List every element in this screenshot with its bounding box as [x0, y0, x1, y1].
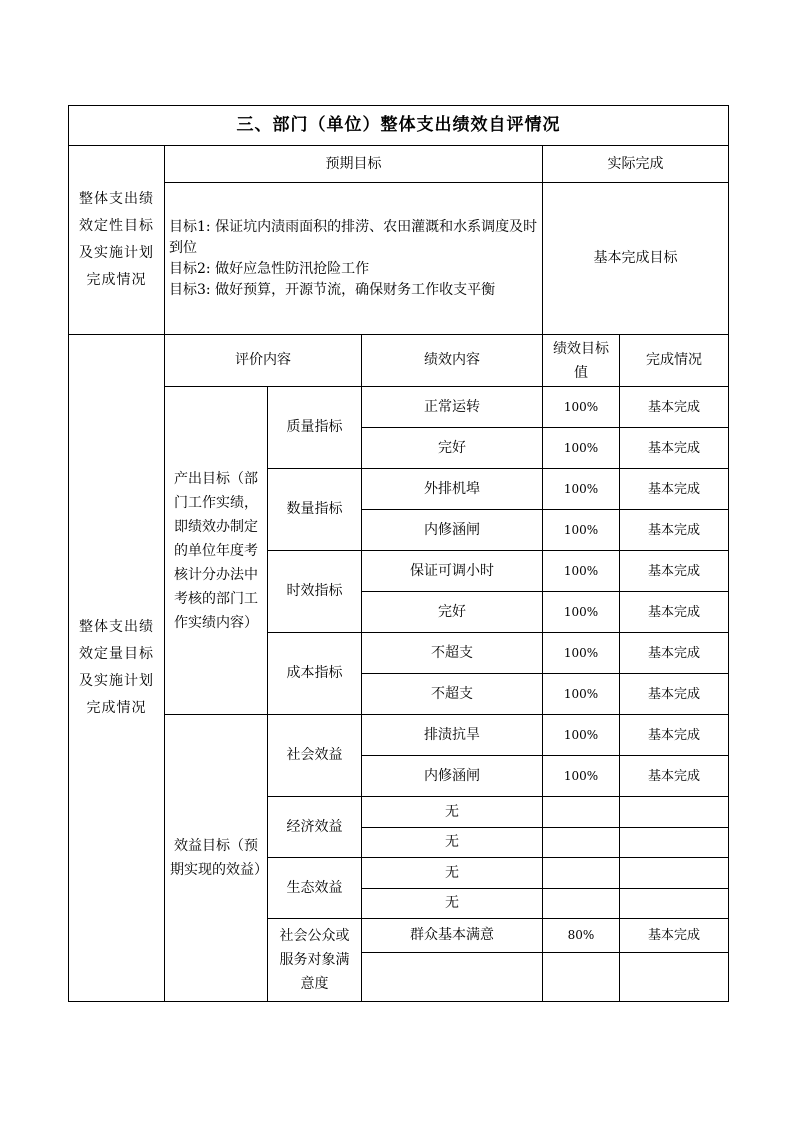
- table-row-status: [620, 953, 729, 1002]
- table-row-status: 基本完成: [620, 756, 729, 797]
- table-row-content: 正常运转: [362, 387, 543, 428]
- goal-2: 目标2: 做好应急性防汛抢险工作: [169, 260, 370, 277]
- performance-content-header: 绩效内容: [362, 335, 543, 387]
- qualitative-label-text: 整体支出绩效定性目标及实施计划完成情况: [79, 191, 154, 288]
- indicator-ecological-benefit: 生态效益: [268, 858, 362, 919]
- table-row-content: 完好: [362, 428, 543, 469]
- table-row-status: 基本完成: [620, 387, 729, 428]
- table-row-status: [620, 858, 729, 889]
- table-row-target: 100%: [543, 510, 620, 551]
- table-row-content: 群众基本满意: [362, 919, 543, 953]
- table-row-status: [620, 889, 729, 919]
- evaluation-content-header: 评价内容: [165, 335, 362, 387]
- table-row-target: [543, 889, 620, 919]
- table-row-content: 不超支: [362, 633, 543, 674]
- table-row-target: 100%: [543, 469, 620, 510]
- benefit-goal-group: 效益目标（预期实现的效益）: [165, 715, 268, 1002]
- table-row-status: 基本完成: [620, 510, 729, 551]
- table-row-status: 基本完成: [620, 469, 729, 510]
- table-row-target: 80%: [543, 919, 620, 953]
- table-row-target: 100%: [543, 674, 620, 715]
- indicator-social-benefit: 社会效益: [268, 715, 362, 797]
- table-row-content: 无: [362, 858, 543, 889]
- target-value-header: 绩效目标值: [543, 335, 620, 387]
- table-row-status: [620, 797, 729, 828]
- indicator-satisfaction: 社会公众或服务对象满意度: [268, 919, 362, 1002]
- completion-status-header: 完成情况: [620, 335, 729, 387]
- table-row-content: 无: [362, 828, 543, 858]
- goal-3: 目标3: 做好预算，开源节流，确保财务工作收支平衡: [169, 281, 496, 298]
- table-row-content: 内修涵闸: [362, 510, 543, 551]
- quantitative-label-text: 整体支出绩效定量目标及实施计划完成情况: [79, 619, 154, 716]
- table-row-content: 完好: [362, 592, 543, 633]
- table-row-status: 基本完成: [620, 551, 729, 592]
- expected-goal-header: 预期目标: [165, 146, 543, 183]
- indicator-cost: 成本指标: [268, 633, 362, 715]
- actual-completion: 基本完成目标: [543, 183, 729, 335]
- indicator-economic-benefit: 经济效益: [268, 797, 362, 858]
- table-row-content: 不超支: [362, 674, 543, 715]
- table-row-status: 基本完成: [620, 592, 729, 633]
- goal-1: 目标1: 保证坑内渍雨面积的排涝、农田灌溉和水系调度及时到位: [169, 218, 538, 256]
- table-row-content: 排渍抗旱: [362, 715, 543, 756]
- section-title: 三、部门（单位）整体支出绩效自评情况: [69, 106, 729, 146]
- indicator-timeliness: 时效指标: [268, 551, 362, 633]
- table-row-content: 内修涵闸: [362, 756, 543, 797]
- table-row-target: [543, 953, 620, 1002]
- table-row-target: [543, 797, 620, 828]
- table-row-status: [620, 828, 729, 858]
- table-row-target: 100%: [543, 756, 620, 797]
- table-row-target: 100%: [543, 551, 620, 592]
- self-evaluation-document: [68, 105, 729, 1002]
- table-row-target: 100%: [543, 592, 620, 633]
- performance-table: [68, 105, 729, 1002]
- table-row-status: 基本完成: [620, 428, 729, 469]
- table-row-status: 基本完成: [620, 674, 729, 715]
- actual-completion-header: 实际完成: [543, 146, 729, 183]
- table-row-status: 基本完成: [620, 715, 729, 756]
- table-row-content: [362, 953, 543, 1002]
- quantitative-label: [69, 335, 165, 1002]
- table-row-target: 100%: [543, 633, 620, 674]
- table-row-target: [543, 858, 620, 889]
- output-goal-group: 产出目标（部门工作实绩，即绩效办制定的单位年度考核计分办法中考核的部门工作实绩内容）: [165, 387, 268, 715]
- expected-goals: [165, 183, 543, 335]
- table-row-status: 基本完成: [620, 919, 729, 953]
- table-row-content: 保证可调小时: [362, 551, 543, 592]
- indicator-quantity: 数量指标: [268, 469, 362, 551]
- table-row-content: 无: [362, 889, 543, 919]
- table-row-target: 100%: [543, 387, 620, 428]
- qualitative-label: [69, 146, 165, 335]
- table-row-status: 基本完成: [620, 633, 729, 674]
- table-row-content: 外排机埠: [362, 469, 543, 510]
- table-row-target: [543, 828, 620, 858]
- table-row-target: 100%: [543, 715, 620, 756]
- table-row-content: 无: [362, 797, 543, 828]
- indicator-quality: 质量指标: [268, 387, 362, 469]
- table-row-target: 100%: [543, 428, 620, 469]
